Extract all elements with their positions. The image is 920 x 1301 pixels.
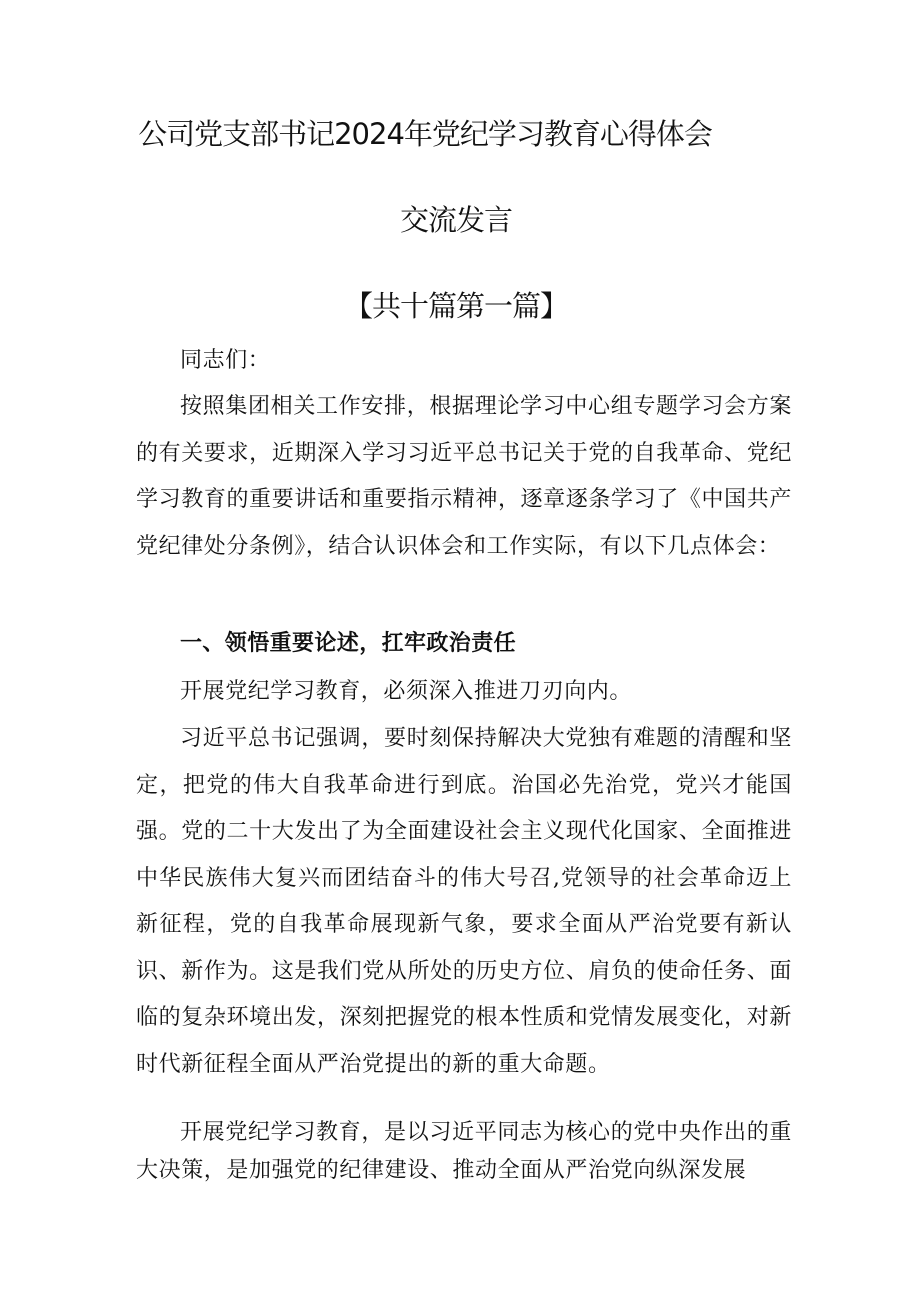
paragraph-2: 开展党纪学习教育，必须深入推进刀刃向内。 — [180, 679, 633, 704]
document-title-line1: 公司党支部书记2024年党纪学习教育心得体会 — [138, 117, 712, 151]
section-heading-1: 一、领悟重要论述，扛牢政治责任 — [180, 631, 517, 656]
document-subtitle: 【共十篇第一篇】 — [343, 289, 568, 323]
paragraph-2-block — [136, 669, 792, 716]
paragraph-3-block — [136, 716, 792, 1088]
paragraph-3: 习近平总书记强调，要时刻保持解决大党独有难题的清醒和坚定，把党的伟大自我革命进行到底。治国必先治党，党兴才能国强。党的二十大发出了为全面建设社会主义现代化国家、全面推进中华民族伟大复兴而团结奋斗的伟大号召,党领导的社会革命迈上新征程，党的自我革命展现新气象，要求全面从严治党要有新认识、新作为。这是我们党从所处的历史方位、肩负的使命任务、面临的复杂环境出发，深刻把握党的根本性质和党情发展变化，对新时代新征程全面从严治党提出的新的重大命题。 — [136, 726, 792, 1077]
document-title-line2: 交流发言 — [399, 203, 512, 237]
paragraph-1: 按照集团相关工作安排，根据理论学习中心组专题学习会方案的有关要求，近期深入学习习近平总书记关于党的自我革命、党纪学习教育的重要讲话和重要指示精神，逐章逐条学习了《中国共产党纪律处分条例》，结合认识体会和工作实际，有以下几点体会： — [136, 394, 792, 559]
paragraph-1-block — [136, 384, 792, 570]
paragraph-4: 开展党纪学习教育，是以习近平同志为核心的党中央作出的重大决策，是加强党的纪律建设、推动全面从严治党向纵深发展 — [136, 1120, 792, 1183]
paragraph-4-block — [136, 1114, 792, 1190]
greeting-block — [136, 338, 792, 385]
greeting-text: 同志们： — [180, 348, 271, 373]
